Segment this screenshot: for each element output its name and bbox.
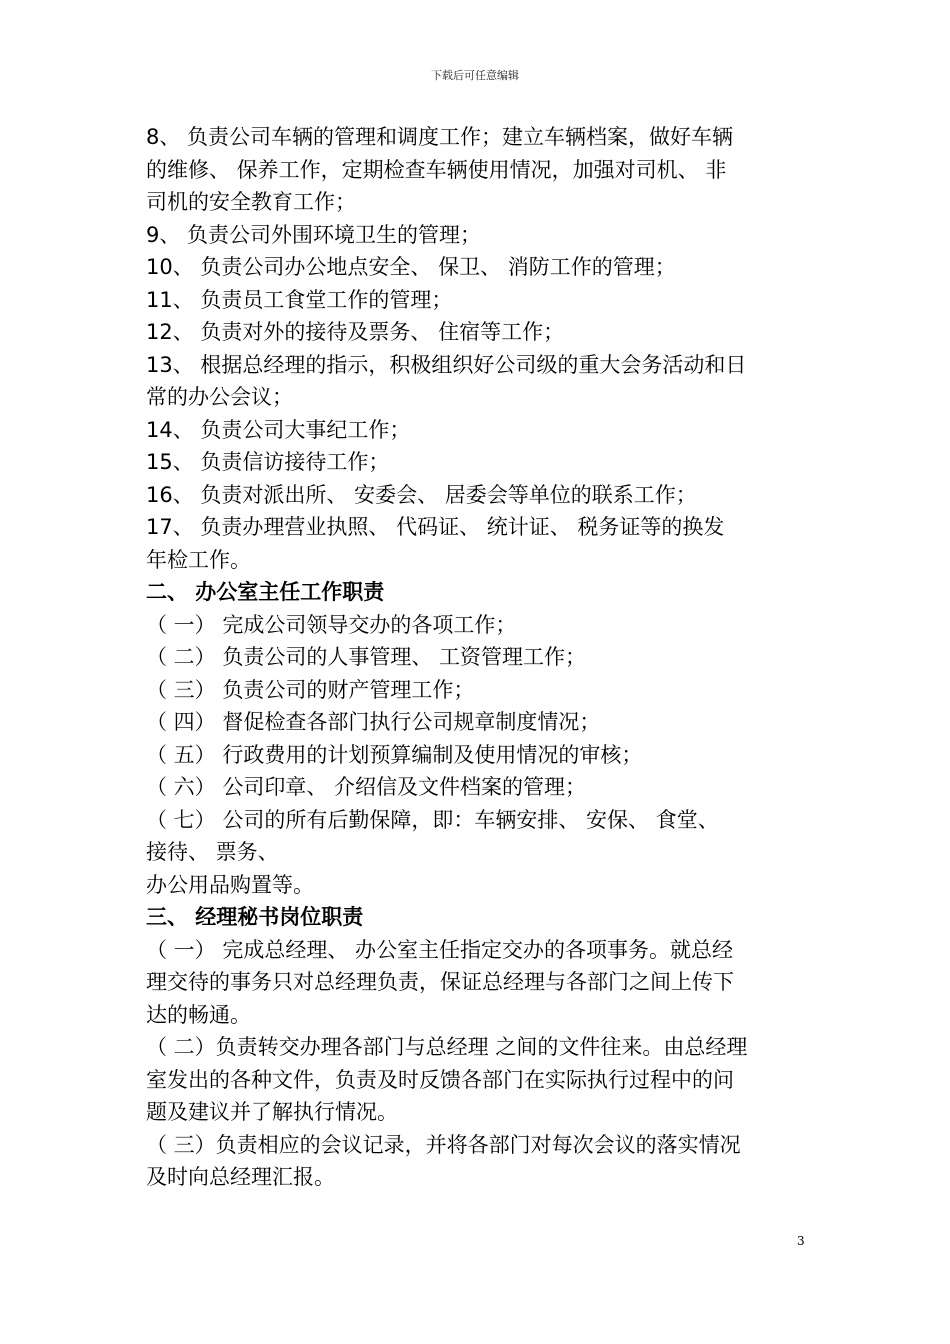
text-line: （ 二） 负责公司的人事管理、 工资管理工作；	[146, 645, 587, 669]
text-line: 办公用品购置等。	[146, 872, 314, 897]
text-line: 15、 负责信访接待工作；	[146, 450, 390, 474]
section-heading: 三、 经理秘书岗位职责	[146, 905, 364, 929]
text-line: 常的办公会议；	[146, 385, 293, 409]
text-line: （ 三）负责相应的会议记录，并将各部门对每次会议的落实情况	[146, 1132, 741, 1157]
text-line: （ 四） 督促检查各部门执行公司规章制度情况；	[146, 710, 601, 734]
text-line: 13、 根据总经理的指示，积极组织好公司级的重大会务活动和日	[146, 352, 747, 377]
page-header-note: 下载后可任意编辑	[431, 69, 519, 82]
section-heading: 二、 办公室主任工作职责	[146, 580, 385, 604]
text-line: （ 七） 公司的所有后勤保障，即：车辆安排、 安保、 食堂、	[146, 807, 719, 832]
text-line: 年检工作。	[146, 547, 251, 572]
text-line: 14、 负责公司大事纪工作；	[146, 417, 411, 442]
text-line: 17、 负责办理营业执照、 代码证、 统计证、 税务证等的换发	[146, 515, 725, 539]
page-number: 3	[797, 1234, 805, 1248]
text-line: 的维修、 保养工作，定期检查车辆使用情况，加强对司机、 非	[146, 157, 727, 182]
document-body	[146, 121, 811, 1194]
text-line: （ 五） 行政费用的计划预算编制及使用情况的审核；	[146, 742, 643, 767]
text-line: （ 二）负责转交办理各部门与总经理 之间的文件往来。由总经理	[146, 1035, 748, 1059]
text-line: 理交待的事务只对总经理负责，保证总经理与各部门之间上传下	[146, 970, 734, 994]
text-line: 室发出的各种文件，负责及时反馈各部门在实际执行过程中的问	[146, 1067, 734, 1092]
text-line: 题及建议并了解执行情况。	[146, 1100, 398, 1124]
text-line: 11、 负责员工食堂工作的管理；	[146, 287, 453, 312]
text-line: 及时向总经理汇报。	[146, 1165, 335, 1189]
text-line: 12、 负责对外的接待及票务、 住宿等工作；	[146, 320, 565, 344]
text-line: 9、 负责公司外围环境卫生的管理；	[146, 222, 482, 247]
text-line: 接待、 票务、	[146, 840, 279, 864]
text-line: 10、 负责公司办公地点安全、 保卫、 消防工作的管理；	[146, 255, 676, 279]
text-line: 16、 负责对派出所、 安委会、 居委会等单位的联系工作；	[146, 482, 697, 507]
text-line: （ 一） 完成公司领导交办的各项工作；	[146, 612, 517, 637]
text-line: 司机的安全教育工作；	[146, 190, 356, 214]
text-line: （ 三） 负责公司的财产管理工作；	[146, 677, 475, 702]
text-line: 达的畅通。	[146, 1002, 251, 1027]
text-line: （ 一） 完成总经理、 办公室主任指定交办的各项事务。就总经	[146, 937, 734, 962]
text-line: （ 六） 公司印章、 介绍信及文件档案的管理；	[146, 775, 587, 799]
text-line: 8、 负责公司车辆的管理和调度工作；建立车辆档案，做好车辆	[146, 125, 734, 149]
